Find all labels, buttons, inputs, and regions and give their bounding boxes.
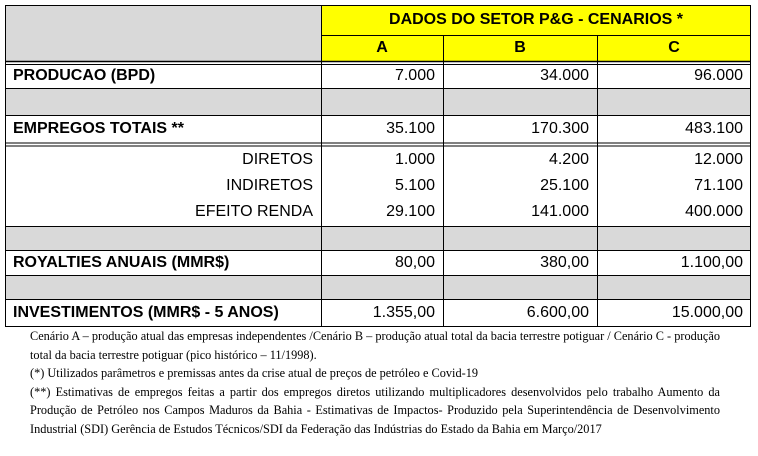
cell-b: 25.100 bbox=[540, 176, 589, 194]
cell-a: 29.100 bbox=[386, 203, 435, 220]
cell-a: 1.355,00 bbox=[372, 303, 435, 321]
header-blank bbox=[5, 5, 321, 35]
table-row-investimentos bbox=[5, 299, 751, 326]
footnote-asterisk: (*) Utilizados parâmetros e premissas antes da crise atual de preços de petróleo e Covid-19 bbox=[30, 366, 478, 380]
cell-a: 7.000 bbox=[394, 67, 435, 84]
row-label: EFEITO RENDA bbox=[195, 203, 313, 220]
table-row-diretos bbox=[5, 147, 751, 172]
footnote-double-asterisk: (**) Estimativas de empregos feitas a partir dos empregos diretos utilizando multiplicadores desenvolvidos pelo trabalho Aumento da Produção de Petróleo nos Campos Maduros da Bahia - Estimativas de Impactos- Produzido pela Superintendência de Desenvolvimento Industrial (SDI) Gerência de Estudos Técnicos/SDI da Federação das Indústrias do Estado da Bahia em Março/2017 bbox=[30, 384, 720, 436]
cell-c: 96.000 bbox=[694, 67, 743, 84]
footnote-scenarios: Cenário A – produção atual das empresas independentes /Cenário B – produção atual total da bacia terrestre potiguar / Cenário C - produção total da bacia terrestre potiguar (pico histórico – 11/1998). bbox=[30, 329, 720, 362]
table-title-row bbox=[5, 5, 751, 35]
row-label: DIRETOS bbox=[242, 150, 313, 168]
cell-a: 1.000 bbox=[394, 150, 435, 168]
row-label: ROYALTIES ANUAIS (MMR$) bbox=[13, 253, 230, 271]
cell-c: 71.100 bbox=[694, 176, 743, 194]
row-label: EMPREGOS TOTAIS ** bbox=[13, 120, 184, 137]
cell-c: 12.000 bbox=[694, 150, 743, 168]
table-title: DADOS DO SETOR P&G - CENARIOS * bbox=[389, 11, 683, 28]
cell-b: 380,00 bbox=[540, 253, 589, 271]
cell-a: 5.100 bbox=[394, 176, 435, 194]
row-label: INVESTIMENTOS (MMR$ - 5 ANOS) bbox=[13, 303, 279, 321]
column-header-c: C bbox=[668, 39, 680, 56]
cell-b: 6.600,00 bbox=[526, 303, 589, 321]
row-label: PRODUCAO (BPD) bbox=[13, 67, 156, 84]
cell-a: 80,00 bbox=[394, 253, 435, 271]
table-row-indiretos bbox=[5, 173, 751, 198]
table-row-royalties bbox=[5, 250, 751, 275]
cell-c: 483.100 bbox=[685, 120, 743, 137]
column-header-a: A bbox=[376, 39, 388, 56]
row-label: INDIRETOS bbox=[226, 176, 313, 194]
table-row-empregos bbox=[5, 115, 751, 143]
cell-a: 35.100 bbox=[386, 120, 435, 137]
cell-c: 1.100,00 bbox=[680, 253, 743, 271]
column-header-b: B bbox=[514, 39, 526, 56]
table-row-efeito-renda bbox=[5, 199, 751, 225]
cell-b: 141.000 bbox=[531, 203, 589, 220]
cell-b: 4.200 bbox=[548, 150, 589, 168]
cell-c: 15.000,00 bbox=[671, 303, 743, 321]
footnotes bbox=[30, 327, 720, 438]
cell-b: 34.000 bbox=[540, 67, 589, 84]
table-row-producao bbox=[5, 64, 751, 88]
cell-c: 400.000 bbox=[685, 203, 743, 220]
column-header-row bbox=[5, 35, 751, 61]
cell-b: 170.300 bbox=[531, 120, 589, 137]
